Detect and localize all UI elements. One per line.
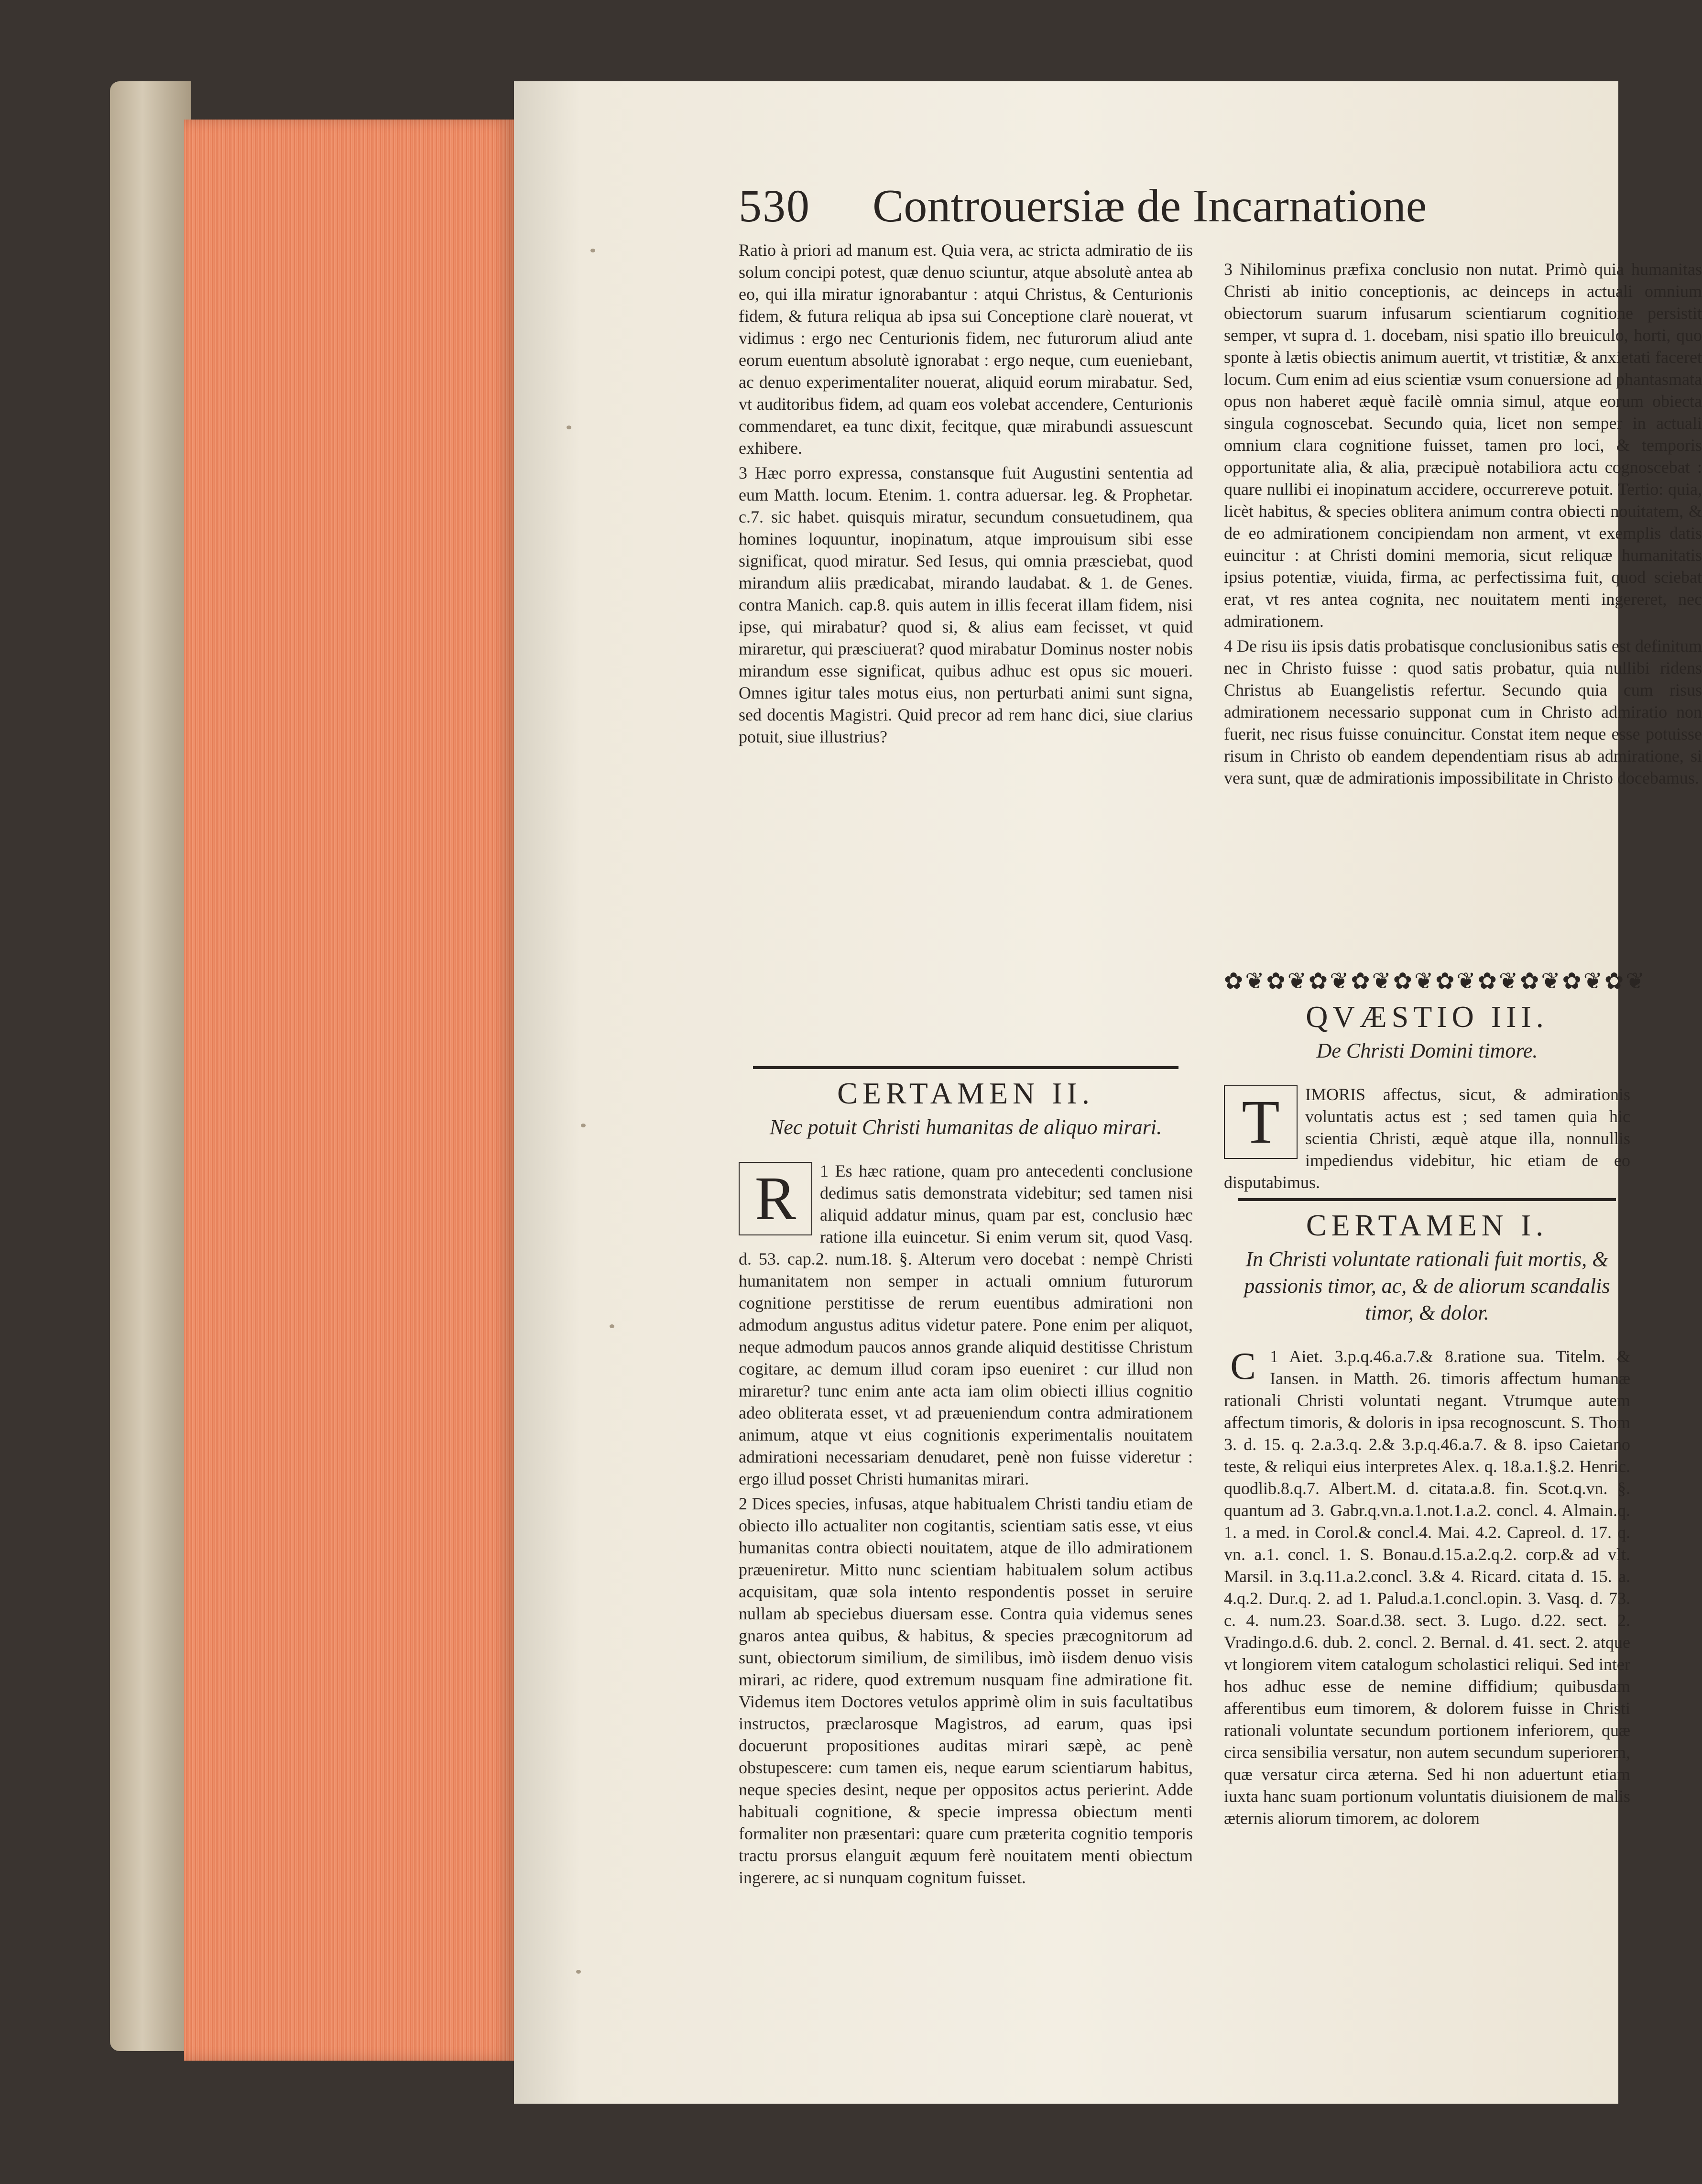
running-title: Controuersiæ de Incarnatione [873, 180, 1427, 232]
paper-wormhole [567, 426, 571, 429]
quaestio-three-section [1224, 969, 1647, 1832]
section-heading: QVÆSTIO III. [1306, 1000, 1549, 1034]
paper-wormhole [581, 1124, 586, 1127]
ornament-band: ✿❦✿❦✿❦✿❦✿❦✿❦✿❦✿❦✿❦✿❦ [1224, 969, 1647, 994]
paper-wormhole [610, 1324, 614, 1328]
drop-cap: R [739, 1162, 812, 1235]
left-column-text [739, 239, 1193, 751]
book-binding [110, 81, 191, 2051]
paragraph [1224, 1083, 1630, 1193]
certamen-two-section [739, 1061, 1193, 1891]
section-subtitle: In Christi voluntate rationali fuit mortis, & passionis timor, ac, & de aliorum scandalis timor, & dolor. [1244, 1247, 1610, 1324]
section-subtitle: De Christi Domini timore. [1316, 1039, 1538, 1062]
page-number: 530 [739, 180, 810, 231]
paragraph: 3 Hæc porro expressa, constansque fuit Augustini sententia ad eum Matth. locum. Etenim. 1. contra aduersar. leg. & Prophetar. c.7. sic habet. quisquis miratur, secundum consuetudinem, qua homines loquuntur, inopinatum, atque improuisum sibi esse significat, quod miratur. Sed Iesus, qui omnia præsciebat, quod mirandum aliis prædicabat, mirando laudabat. & 1. de Genes. contra Manich. cap.8. quis autem in illis fecerat illam fidem, nisi ipse, qui mirabatur? quod si, & alius eam fecisset, vt quid miraretur, qui præsciuerat? quod mirabatur Dominus noster nobis mirandum esse significat, quibus adhuc est opus sic moueri. Omnes igitur tales motus eius, non perturbati animi sunt signa, sed docentis Magistri. Quid precor ad rem hanc dici, siue clarius potuit, siue illustrius? [739, 463, 1193, 746]
book-page [514, 81, 1702, 2104]
paragraph: 3 Nihilominus præfixa conclusio non nutat. Primò quia humanitas Christi ab initio conceptionis, ac deinceps in actuali omnium obiectorum suarum infusarum scientiarum cognitione persistit semper, vt supra d. 1. docebam, nisi spatio illo breuiculo, horti, quo sponte à lætis obiectis animum auertit, vt tristitiæ, & anxietati faceret locum. Cum enim ad eius scientiæ vsum conuersione ad phantasmata opus non haberet æquè facilè omnia simul, atque eorum obiecta singula cognoscebat. Secundo quia, licet non semper in actuali omnium clara cognitione fuisset, tamen pro loci, & temporis opportunitate alia, & alia, præcipuè notabiliora actu cognoscebat : quare nullibi ei inopinatum accidere, occurrereve potuit. Tertio: quia, licèt habitus, & species oblitera animum contra obiecti nouitatem, & de eo admirationem concipiendam non arment, vt exemplis datis euincitur : at Christi domini memoria, sicut reliquæ humanitatis ipsius potentiæ, viuida, firma, ac perfectissima fuit, quod sciebat erat, vt res antea cognita, nec nouitatem menti ingereret, nec admirationem. [1224, 260, 1702, 631]
section-heading: CERTAMEN I. [1306, 1208, 1549, 1242]
paragraph: 2 Dices species, infusas, atque habitualem Christi tandiu etiam de obiecto illo actualiter non cogitantis, scientiam satis esse, vt eius humanitas contra obiecti nouitatem, atque de illo admirationem præueniretur. Mitto nunc scientiam habitualem solum actibus acquisitam, quæ sola intento respondentis posset in seruire nullam ab speciebus diuersam esse. Contra quia videmus senes gnaros antea quibus, & habitus, & species præcognitorum ad sunt, obiectorum similium, de similibus, imò iisdem denuo visis mirari, ac ridere, quod extremum nusquam fine admiratione fit. Videmus item Doctores vetulos apprimè olim in suis facultatibus instructos, præclarosque Magistros, ad earum, quas ipsi docuerunt propositiones auditas mirari sæpè, ac penè obstupescere: cum tamen eis, neque earum scientiarum habitus, neque species desint, neque per oppositos actus perierint. Adde habituali cognitione, & specie impressa obiectum menti formaliter non præsentari: quare cum præterita cognitio temporis tractu prorsus elanguit æquum ferè nouitatem menti obiectum ingerere, ac si nunquam cognitum fuisset. [739, 1494, 1193, 1887]
paragraph: 4 De risu iis ipsis datis probatisque conclusionibus satis est definitum nec in Christo fuisse : quod satis probatur, quia nullibi ridens Christus ab Euangelistis refertur. Secundo quia cum risus admirationem necessario supponat cum in Christo admiratio non fuerit, nec risus fuisse conuincitur. Constat item neque esse potuisse risum in Christo ob eandem dependentiam risus ab admiratione, si vera sunt, quæ de admirationis impossibilitate in Christo docebamus. [1224, 636, 1702, 787]
right-column-text [1224, 258, 1702, 792]
paragraph [739, 1160, 1193, 1490]
paragraph-text: 1 Aiet. 3.p.q.46.a.7.& 8.ratione sua. Titelm. & Iansen. in Matth. 26. timoris affectum humanæ rationali Christi voluntati negant. Vtrumque autem affectum timoris, & doloris in ipsa recognoscunt. S. Thom 3. d. 15. q. 2.a.3.q. 2.& 3.p.q.46.a.7. & 8. ipso Caietano teste, & reliqui eius interpretes Alex. q. 18.a.1.§.2. Henric. quodlib.8.q.7. Albert.M. d. citata.a.8. fin. Scot.q.vn. §. quantum ad 3. Gabr.q.vn.a.1.not.1.a.2. concl. 4. Almain.q. 1. a med. in Corol.& concl.4. Mai. 4.2. Capreol. d. 17. q. vn. a.1. concl. 1. S. Bonau.d.15.a.2.q.2. corp.& ad vlt. Marsil. in 3.q.11.a.2.concl. 3.& 4. Ricard. citata d. 15. a. 4.q.2. Dur.q. 2. ad 1. Palud.a.1.concl.opin. 3. Vasq. d. 73. c. 4. num.23. Soar.d.38. sect. 3. Lugo. d.22. sect. 2. Vradingo.d.6. dub. 2. concl. 2. Bernal. d. 41. sect. 2. atque vt longiorem vitem catalogum scholastici reliqui. Sed inter hos adhuc esse de nemine diffidium; quibusdam afferentibus eum timorem, & dolorem fuisse in Christi rationali voluntate secundum portionem inferiorem, quæ circa sensibilia versatur, non autem secundum superiorem, quæ versatur circa æterna. Sed hi non aduertunt etiam iuxta hanc suam portionum voluntatis diuisionem de malis æternis aliorum timorem, ac dolorem [1224, 1347, 1630, 1828]
section-rule [753, 1066, 1178, 1069]
section-rule [1238, 1198, 1616, 1201]
paragraph-text: IMORIS affectus, sicut, & admirationis voluntatis actus est ; sed tamen quia hic scientia Christi, æquè atque illa, nonnullis impediendus videbitur, hic etiam de eo disputabimus. [1224, 1085, 1630, 1192]
paragraph [1224, 1345, 1630, 1829]
page-header [739, 179, 1580, 237]
section-subtitle: Nec potuit Christi humanitas de aliquo mirari. [769, 1115, 1162, 1139]
drop-cap: C [1230, 1345, 1256, 1387]
paragraph-text: 1 Es hæc ratione, quam pro antecedenti conclusione dedimus satis demonstrata videbitur; sed tamen nisi aliquid addatur minus, quam par est, conclusio hæc ratione illa euincetur. Si enim verum sit, quod Vasq. d. 53. cap.2. num.18. §. Alterum vero docebat : nempè Christi humanitatem non semper in actuali omnium futurorum cognitione perstitisse de rerum euentibus admirationi non admodum angustus aditus videtur patere. Pone enim per aliquot, neque admodum paucos annos grande aliquid destitisse Christum cogitare, ac demum illud coram ipso eueniret : cur illud non miraretur? tunc enim ante acta iam olim obiecti illius cognitio adeo obliterata esset, vt ad præueniendum contra admirationem animum, atque vt eius cognitionis experimentalis nouitatem admirationi necessariam denudaret, penè non fuisse videretur : ergo illud posset Christi humanitas mirari. [739, 1161, 1193, 1488]
section-heading: CERTAMEN II. [837, 1076, 1094, 1110]
paper-wormhole [590, 249, 595, 252]
page-edges [184, 120, 514, 2061]
paragraph: Ratio à priori ad manum est. Quia vera, ac strictа admiratio de iis solum concipi potest, quæ denuo sciuntur, atque absolutè antea ab eo, qui illa miratur ignorabantur : atqui Christus, & Centurionis fidem, & futura reliqua ab ipsa sui Conceptione clarè nouerat, vt vidimus : ergo nec Centurionis fidem, nec futurorum aliud ante eorum euentum absolutè ignorabat : ergo neque, cum eueniebant, ac denuo experimentaliter nouerat, aliquid eorum mirabatur. Sed, vt auditoribus fidem, ad quam eos volebat accendere, Centurionis commendaret, ea tunc dixit, fecitque, quæ mirabundi assuescunt exhibere. [739, 240, 1193, 458]
drop-cap: T [1224, 1085, 1298, 1159]
paper-wormhole [576, 1970, 581, 1974]
